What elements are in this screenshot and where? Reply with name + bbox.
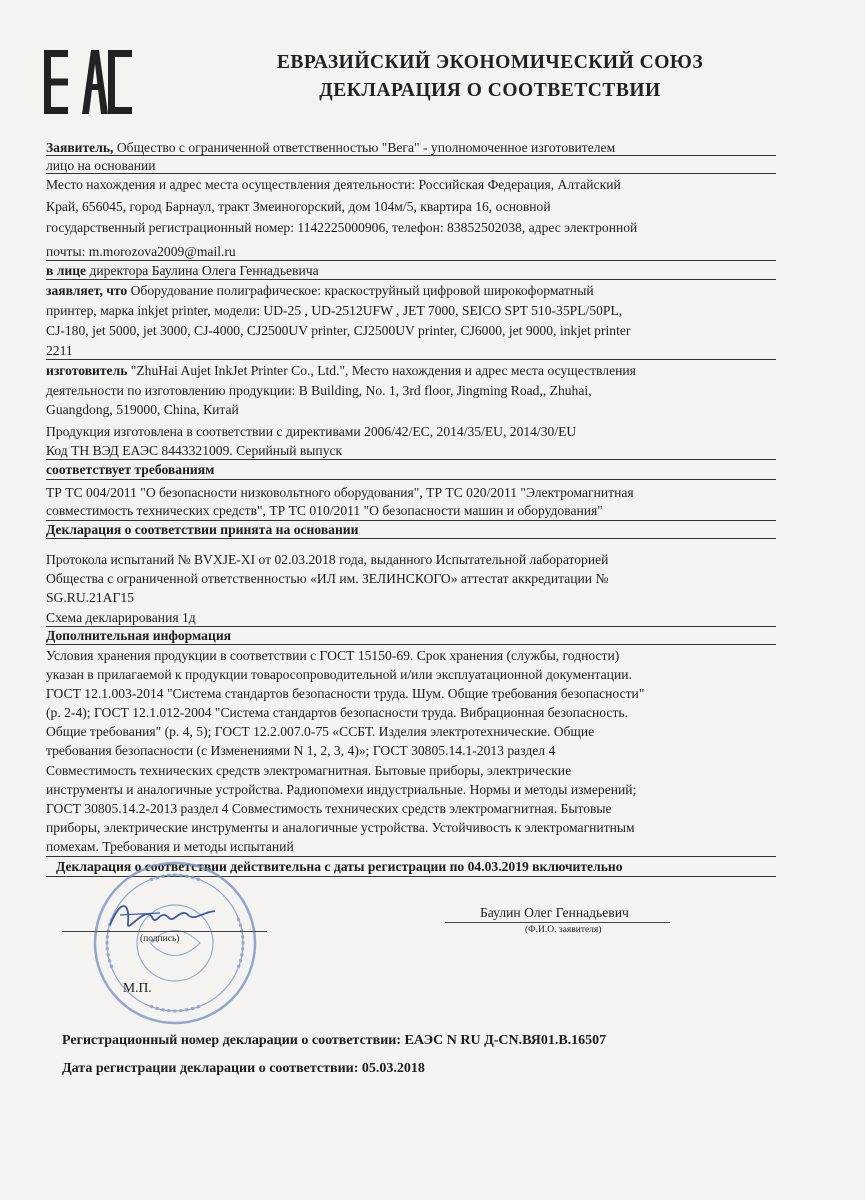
applicant-name: Общество с ограниченной ответственностью "Вега" - уполномоченное изготовителем [113, 140, 616, 155]
manufacturer-label: изготовитель [46, 363, 128, 378]
additional-line: ГОСТ 30805.14.2-2013 раздел 4 Совместимость технических средств электромагнитная. Бытовые [46, 801, 612, 816]
underline [46, 644, 776, 645]
signature-line [62, 931, 267, 932]
registration-number: Регистрационный номер декларации о соответствии: ЕАЭС N RU Д-CN.ВЯ01.В.16507 [62, 1033, 607, 1048]
underline [46, 856, 776, 857]
basis-line-3: SG.RU.21АГ15 [46, 590, 134, 605]
applicant-label: Заявитель, [46, 140, 114, 155]
applicant-address-2: Край, 656045, город Барнаул, тракт Змеиногорский, дом 104м/5, квартира 16, основной [46, 199, 551, 214]
person-value: директора Баулина Олега Геннадьевича [86, 263, 319, 278]
underline [46, 260, 776, 261]
eac-logo-icon [44, 50, 132, 114]
additional-label: Дополнительная информация [46, 628, 232, 643]
applicant-address-1: Место нахождения и адрес места осуществления деятельности: Российская Федерация, Алтайский [46, 177, 621, 192]
manufacturer-line-2: деятельности по изготовлению продукции: B Building, No. 1, 3rd floor, Jingming Road,, Zhuhai, [46, 383, 592, 398]
document-title: ДЕКЛАРАЦИЯ О СООТВЕТСТВИИ [319, 80, 661, 101]
additional-line: требования безопасности (с Изменениями N 1, 2, 3, 4)»; ГОСТ 30805.14.1-2013 раздел 4 [46, 743, 556, 758]
additional-line: Условия хранения продукции в соответствии с ГОСТ 15150-69. Срок хранения (службы, годности) [46, 648, 620, 663]
basis-line-4: Схема декларирования 1д [46, 610, 196, 625]
underline [46, 155, 776, 156]
basis-line-2: Общества с ограниченной ответственностью «ИЛ им. ЗЕЛИНСКОГО» аттестат аккредитации № [46, 571, 609, 586]
additional-line: инструменты и аналогичные устройства. Радиопомехи индустриальные. Нормы и методы измерений; [46, 782, 637, 797]
complies-line-1: ТР ТС 004/2011 "О безопасности низковольтного оборудования", ТР ТС 020/2011 "Электромагнитная [46, 485, 634, 500]
underline [46, 479, 776, 480]
additional-line: (р. 2-4); ГОСТ 12.1.012-2004 "Система стандартов безопасности труда. Вибрационная безопасность. [46, 705, 628, 720]
additional-line: ГОСТ 12.1.003-2014 "Система стандартов безопасности труда. Шум. Общие требования безопасности" [46, 686, 645, 701]
underline [46, 173, 776, 174]
declares-product: Оборудование полиграфическое: краскоструйный цифровой широкоформатный [127, 283, 594, 298]
complies-label: соответствует требованиям [46, 462, 215, 477]
additional-line: приборы, электрические инструменты и аналогичные устройства. Устойчивость к электромагнитным [46, 820, 635, 835]
union-title: ЕВРАЗИЙСКИЙ ЭКОНОМИЧЕСКИЙ СОЮЗ [276, 52, 704, 73]
underline [46, 459, 776, 460]
basis-label: Декларация о соответствии принята на основании [46, 522, 359, 537]
underline [46, 359, 776, 360]
applicant-line-2: лицо на основании [46, 158, 156, 173]
declares-line-3: CJ-180, jet 5000, jet 3000, CJ-4000, CJ2500UV printer, CJ2500UV printer, CJ6000, jet 9000, inkjet printer [46, 323, 631, 338]
underline [46, 279, 776, 280]
additional-line: Совместимость технических средств электромагнитная. Бытовые приборы, электрические [46, 763, 572, 778]
declares-label: заявляет, что [46, 283, 128, 298]
stamp-place-label: М.П. [123, 980, 152, 995]
manufacturer-line-3: Guangdong, 519000, China, Китай [46, 402, 239, 417]
manufacturer-line-4: Продукция изготовлена в соответствии с директивами 2006/42/EC, 2014/35/EU, 2014/30/EU [46, 424, 577, 439]
underline [46, 538, 776, 539]
signatory-name: Баулин Олег Геннадьевич [480, 905, 629, 920]
name-caption: (Ф.И.О. заявителя) [525, 925, 602, 935]
registration-date: Дата регистрации декларации о соответствии: 05.03.2018 [62, 1061, 425, 1076]
signature-caption: (подпись) [140, 934, 180, 944]
manufacturer-line-1 [46, 362, 636, 380]
validity-statement: Декларация о соответствии действительна с даты регистрации по 04.03.2019 включительно [56, 859, 623, 874]
person-line [46, 262, 319, 280]
basis-line-1: Протокола испытаний № BVXJE-XI от 02.03.2018 года, выданного Испытательной лабораторией [46, 552, 609, 567]
name-line [445, 922, 670, 923]
additional-line: указан в прилагаемой к продукции товаросопроводительной и/или эксплуатационной документации. [46, 667, 632, 682]
additional-line: помехам. Требования и методы испытаний [46, 839, 294, 854]
additional-line: Общие требования" (р. 4, 5); ГОСТ 12.2.007.0-75 «ССБТ. Изделия электротехнические. Общие [46, 724, 595, 739]
declares-line-4: 2211 [46, 343, 73, 358]
manufacturer-line-5: Код ТН ВЭД ЕАЭС 8443321009. Серийный выпуск [46, 443, 343, 458]
declares-line-1 [46, 282, 594, 300]
manufacturer-name: "ZhuHai Aujet InkJet Printer Co., Ltd.", Место нахождения и адрес места осуществления [127, 363, 636, 378]
declares-line-2: принтер, марка inkjet printer, модели: UD-25 , UD-2512UFW , JET 7000, SEICO SPT 510-35PL/50PL, [46, 303, 623, 318]
applicant-address-4: почты: m.morozova2009@mail.ru [46, 244, 236, 259]
applicant-address-3: государственный регистрационный номер: 1142225000906, телефон: 83852502038, адрес электронной [46, 220, 638, 235]
person-label: в лице [46, 263, 87, 278]
complies-line-2: совместимость технических средств", ТР ТС 010/2011 "О безопасности машин и оборудования" [46, 503, 603, 518]
